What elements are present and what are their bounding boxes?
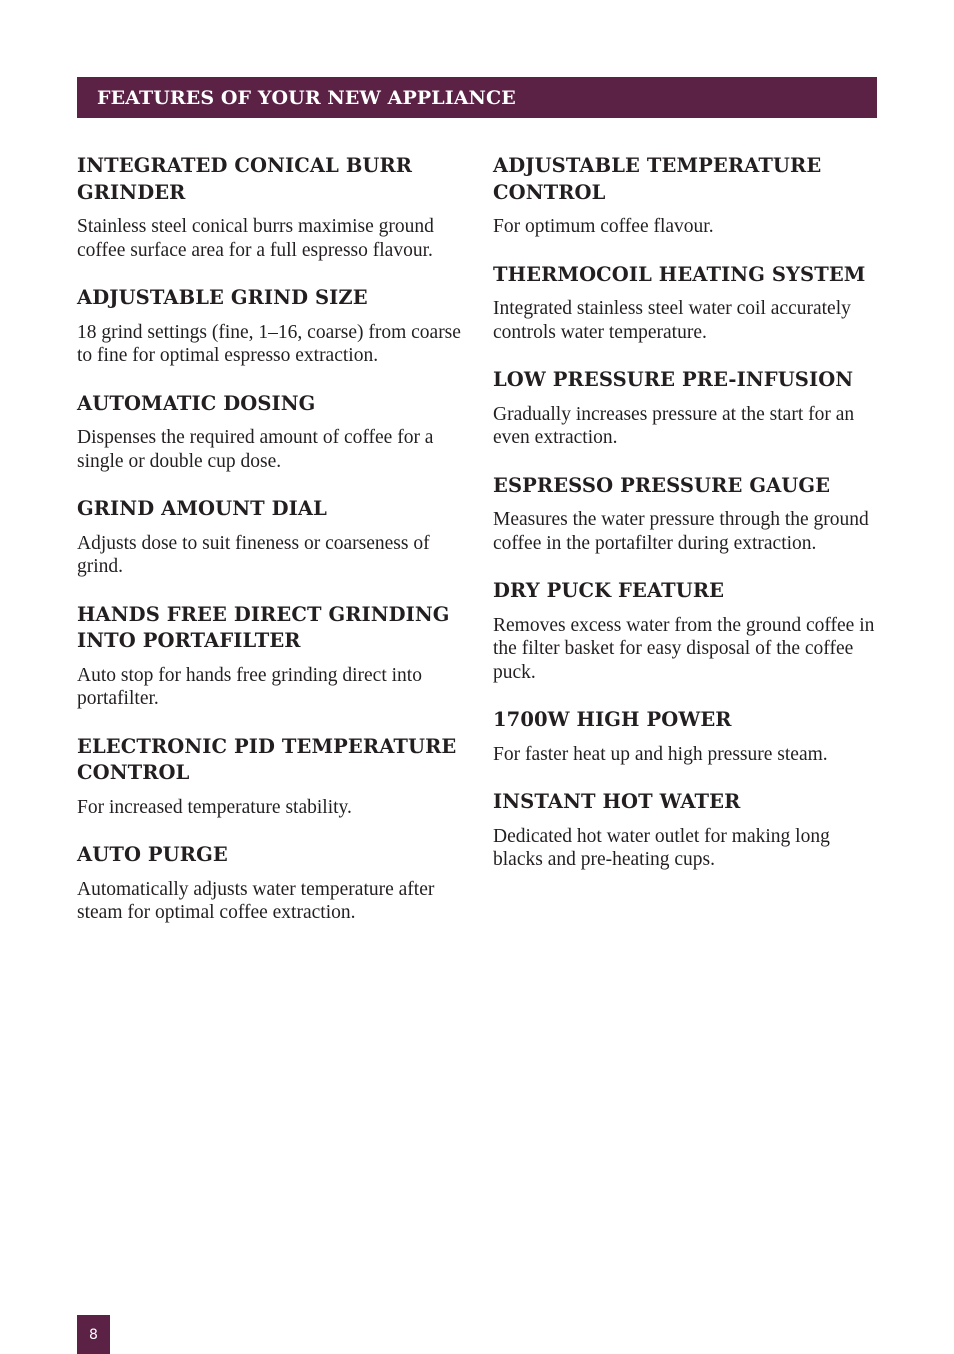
- feature-description: Integrated stainless steel water coil accurately controls water temperature.: [493, 298, 851, 343]
- feature-description: Automatically adjusts water temperature after steam for optimal coffee extraction.: [77, 878, 435, 923]
- feature-description: Dispenses the required amount of coffee for a single or double cup dose.: [77, 427, 434, 472]
- feature-heading: ELECTRONIC PID TEMPERATURE CONTROL: [77, 734, 457, 784]
- feature-item: [77, 734, 467, 820]
- feature-description: Auto stop for hands free grinding direct into portafilter.: [77, 664, 422, 709]
- feature-item: [493, 578, 877, 684]
- feature-description: Gradually increases pressure at the start for an even extraction.: [493, 403, 855, 448]
- feature-description: For optimum coffee flavour.: [493, 216, 714, 237]
- feature-heading: ADJUSTABLE TEMPERATURE CONTROL: [493, 154, 822, 204]
- feature-item: [493, 367, 877, 450]
- feature-description: Adjusts dose to suit fineness or coarseness of grind.: [77, 532, 430, 577]
- feature-heading: AUTOMATIC DOSING: [77, 391, 316, 415]
- feature-item: [493, 789, 877, 872]
- left-feature-column: [77, 153, 467, 948]
- feature-description: For faster heat up and high pressure steam.: [493, 743, 828, 765]
- feature-description: Measures the water pressure through the ground coffee in the portafilter during extraction.: [493, 509, 869, 554]
- feature-item: [493, 473, 877, 556]
- feature-heading: INSTANT HOT WATER: [493, 790, 741, 813]
- feature-description: Stainless steel conical burrs maximise ground coffee surface area for a full espresso flavour.: [77, 216, 434, 261]
- feature-heading: AUTO PURGE: [77, 843, 228, 866]
- feature-heading: DRY PUCK FEATURE: [493, 579, 725, 602]
- feature-item: [77, 391, 467, 474]
- feature-heading: HANDS FREE DIRECT GRINDING INTO PORTAFILTER: [77, 602, 450, 652]
- feature-item: [493, 153, 877, 239]
- feature-item: [77, 842, 467, 925]
- feature-item: [77, 496, 467, 579]
- feature-description: For increased temperature stability.: [77, 796, 352, 818]
- feature-item: [77, 285, 467, 368]
- feature-heading: ADJUSTABLE GRIND SIZE: [77, 286, 368, 309]
- feature-item: [77, 153, 467, 262]
- feature-description: 18 grind settings (fine, 1–16, coarse) from coarse to fine for optimal espresso extraction.: [77, 321, 461, 366]
- right-feature-column: [493, 153, 877, 895]
- feature-heading: 1700W HIGH POWER: [493, 708, 732, 731]
- section-header-bar: [77, 77, 877, 118]
- feature-heading: ESPRESSO PRESSURE GAUGE: [493, 473, 831, 497]
- page-number: 8: [77, 1315, 110, 1354]
- feature-heading: INTEGRATED CONICAL BURR GRINDER: [77, 154, 413, 204]
- feature-description: Dedicated hot water outlet for making long blacks and pre-heating cups.: [493, 825, 830, 870]
- feature-heading: GRIND AMOUNT DIAL: [77, 497, 327, 520]
- feature-item: [77, 602, 467, 711]
- feature-description: Removes excess water from the ground coffee in the filter basket for easy disposal of the coffee puck.: [493, 614, 875, 683]
- feature-heading: THERMOCOIL HEATING SYSTEM: [493, 262, 866, 286]
- section-title: FEATURES OF YOUR NEW APPLIANCE: [97, 86, 516, 109]
- feature-item: [493, 707, 877, 766]
- feature-item: [493, 262, 877, 345]
- feature-heading: LOW PRESSURE PRE-INFUSION: [493, 368, 854, 391]
